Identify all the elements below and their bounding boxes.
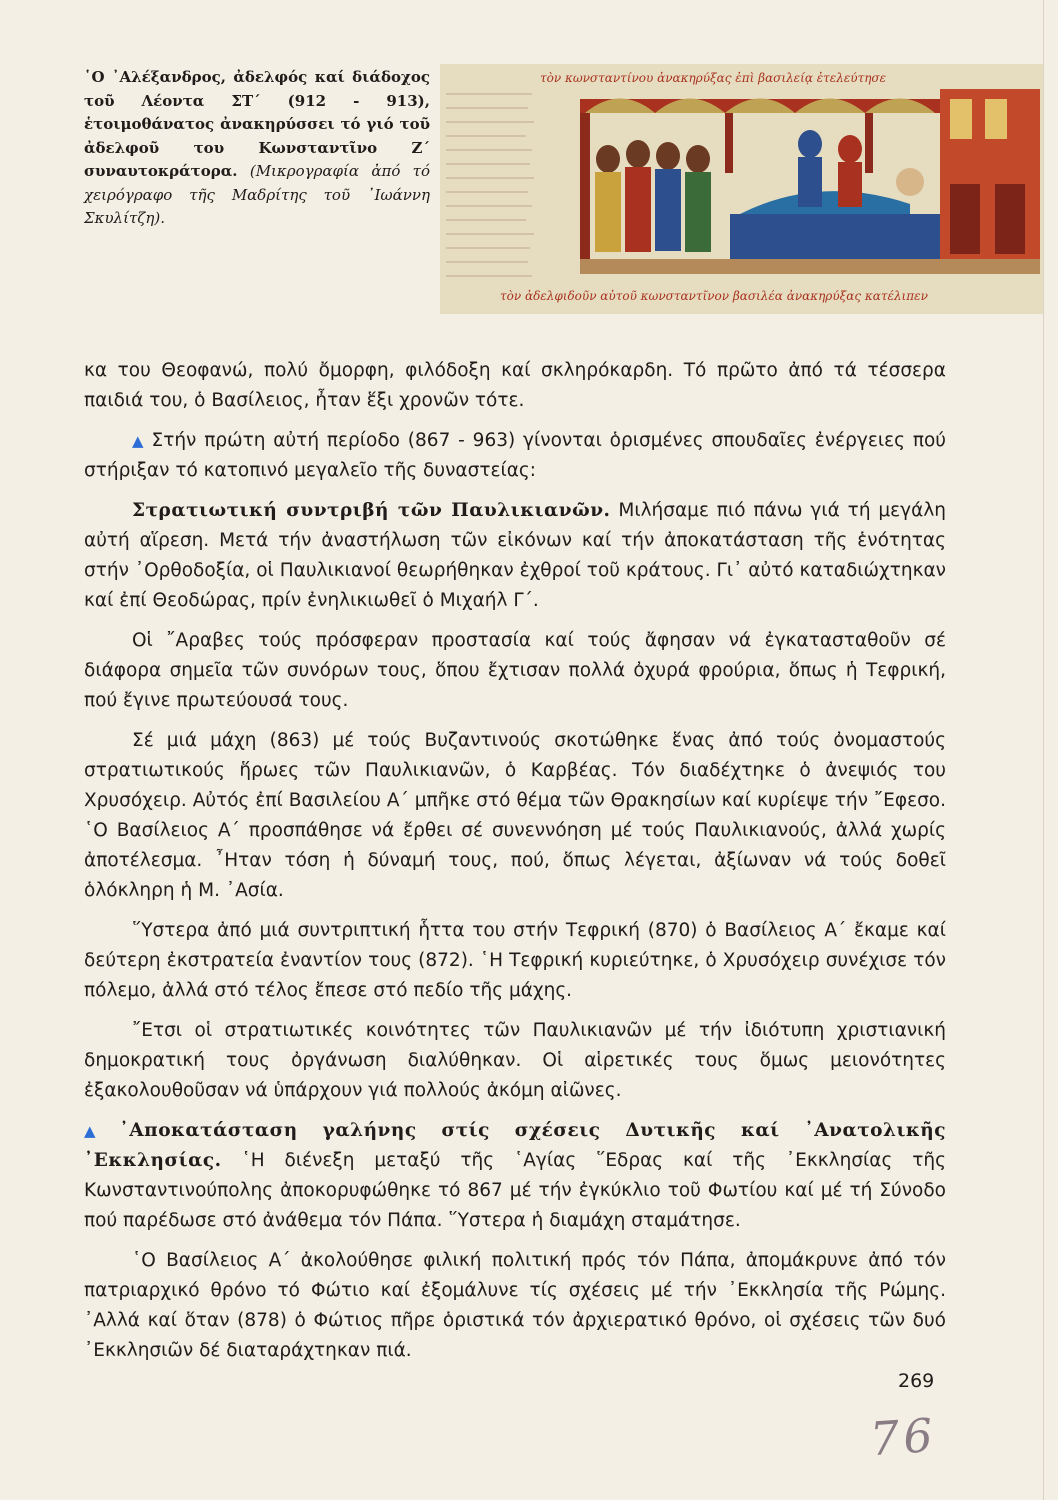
paragraph-7: ῎Ετσι οἱ στρατιωτικές κοινότητες τῶν Παυλικιανῶν μέ τήν ἰδιότυπη χριστιανική δημοκρατική τους ὀργάνωση διαλύθηκαν. Οἱ αἱρετικές τους ὅμως μειονότητες ἐξακολουθοῦσαν νά ὑπάρχουν γιά πολλούς ἀκόμη αἰῶνες. bbox=[84, 1020, 946, 1101]
paragraph-8 bbox=[84, 1116, 946, 1236]
miniature-illustration bbox=[440, 64, 1043, 314]
miniature-bottom-inscription: τὸν ἀδελφιδοῦν αὐτοῦ κωνσταντῖνον βασιλέα ἀνακηρύξας κατέλιπεν bbox=[500, 289, 928, 303]
paragraph-2 bbox=[84, 426, 946, 486]
paragraph-4: Οἱ ῎Αραβες τούς πρόσφεραν προστασία καί τούς ἄφησαν νά ἐγκατασταθοῦν σέ διάφορα σημεῖα τῶν συνόρων τους, ὅπου ἔχτισαν πολλά ὀχυρά φρούρια, ὅπως ἡ Τεφρική, πού ἔγινε πρωτεύουσά τους. bbox=[84, 630, 946, 711]
paragraph-5: Σέ μιά μάχη (863) μέ τούς Βυζαντινούς σκοτώθηκε ἕνας ἀπό τούς ὀνομαστούς στρατιωτικούς ἥρωες τῶν Παυλικιανῶν, ὁ Καρβέας. Τόν διαδέχτηκε ὁ ἀνεψιός του Χρυσόχειρ. Αὐτός ἐπί Βασιλείου Α΄ μπῆκε στό θέμα τῶν Θρακησίων καί κυρίεψε τήν ῎Εφεσο. ῾Ο Βασίλειος Α΄ προσπάθησε νά ἔρθει σέ συνεννόηση μέ τούς Παυλικιανούς, ἀλλά χωρίς ἀποτέλεσμα. ῏Ηταν τόση ἡ δύναμή τους, πού, ὅπως λέγεται, ἀξίωναν νά τούς δοθεῖ ὁλόκληρη ἡ Μ. ᾿Ασία. bbox=[84, 730, 946, 901]
paragraph-8-text: ῾Η διένεξη μεταξύ τῆς ῾Αγίας ῞Εδρας καί τῆς ᾿Εκκλησίας τῆς Κωνσταντινούπολης ἀποκορυφώθηκε τό 867 μέ τήν ἐγκύκλιο τοῦ Φωτίου καί μέ τή Σύνοδο πού παρέδωσε στό ἀνάθεμα τόν Πάπα. ῞Υστερα ἡ διαμάχη σταμάτησε. bbox=[84, 1150, 946, 1231]
triangle-marker-icon: ▲ bbox=[132, 432, 146, 450]
paragraph-3 bbox=[84, 496, 946, 616]
page-number: 269 bbox=[898, 1370, 935, 1392]
caption-italic-text: (Μικρογραφία ἀπό τό χειρόγραφο τῆς Μαδρίτης τοῦ ᾿Ιωάννη Σκυλίτζη). bbox=[84, 162, 430, 227]
miniature-top-inscription: τὸν κωνσταντίνου ἀνακηρύξας ἐπὶ βασιλείᾳ ἐτελεύτησε bbox=[540, 71, 887, 85]
caption-bold-text: ῾Ο ᾿Αλέξανδρος, ἀδελφός καί διάδοχος τοῦ Λέοντα ΣΤ΄ (912 - 913), ἑτοιμοθάνατος ἀνακηρύσσει τό γιό τοῦ ἀδελφοῦ του Κωνσταντῖνο Ζ΄ συναυτοκράτορα. bbox=[84, 68, 430, 180]
paragraph-2-text: Στήν πρώτη αὐτή περίοδο (867 - 963) γίνονται ὁρισμένες σπουδαῖες ἐνέργειες πού στήριξαν τό κατοπινό μεγαλεῖο τῆς δυναστείας: bbox=[84, 430, 946, 481]
page-edge-rule bbox=[1043, 0, 1044, 1500]
paragraph-9: ῾Ο Βασίλειος Α΄ ἀκολούθησε φιλική πολιτική πρός τόν Πάπα, ἀπομάκρυνε ἀπό τόν πατριαρχικό θρόνο τό Φώτιο καί ἐξομάλυνε τίς σχέσεις μέ τήν ᾿Εκκλησία τῆς Ρώμης. ᾿Αλλά καί ὅταν (878) ὁ Φώτιος πῆρε ὁριστικά τόν ἀρχιερατικό θρόνο, οἱ σχέσεις τῶν δυό ᾿Εκκλησιῶν δέ διαταράχτηκαν πιά. bbox=[84, 1250, 946, 1361]
handwritten-note: 76 bbox=[868, 1407, 939, 1467]
triangle-marker-icon: ▲ bbox=[84, 1122, 114, 1140]
byzantine-miniature-image bbox=[440, 64, 1043, 314]
paragraph-3-text: Μιλήσαμε πιό πάνω γιά τή μεγάλη αὐτή αἵρεση. Μετά τήν ἀναστήλωση τῶν εἰκόνων καί τήν ἀποκατάσταση τῆς ἑνότητας στήν ᾿Ορθοδοξία, οἱ Παυλικιανοί θεωρήθηκαν ἐχθροί τοῦ κράτους. Γι᾿ αὐτό καταδιώχτηκαν καί ἐπί Θεοδώρας, πρίν ἐνηλικιωθεῖ ὁ Μιχαήλ Γ΄. bbox=[84, 500, 946, 611]
paragraph-6: ῞Υστερα ἀπό μιά συντριπτική ἧττα του στήν Τεφρική (870) ὁ Βασίλειος Α΄ ἔκαμε καί δεύτερη ἐκστρατεία ἐναντίον τους (872). ῾Η Τεφρική κυριεύτηκε, ὁ Χρυσόχειρ συνέχισε τόν πόλεμο, ἀλλά στό τέλος ἔπεσε στό πεδίο τῆς μάχης. bbox=[84, 920, 946, 1001]
figure-caption bbox=[84, 66, 430, 231]
heading-churches: ᾿Αποκατάσταση γαλήνης στίς σχέσεις Δυτικῆς καί ᾿Ανατολικῆς ᾿Εκκλησίας. bbox=[84, 1120, 946, 1171]
heading-paulicians: Στρατιωτική συντριβή τῶν Παυλικιανῶν. bbox=[132, 500, 611, 521]
paragraph-1: κα του Θεοφανώ, πολύ ὄμορφη, φιλόδοξη καί σκληρόκαρδη. Τό πρῶτο ἀπό τά τέσσερα παιδιά του, ὁ Βασίλειος, ἦταν ἕξι χρονῶν τότε. bbox=[84, 360, 946, 411]
article-body bbox=[84, 356, 946, 1376]
